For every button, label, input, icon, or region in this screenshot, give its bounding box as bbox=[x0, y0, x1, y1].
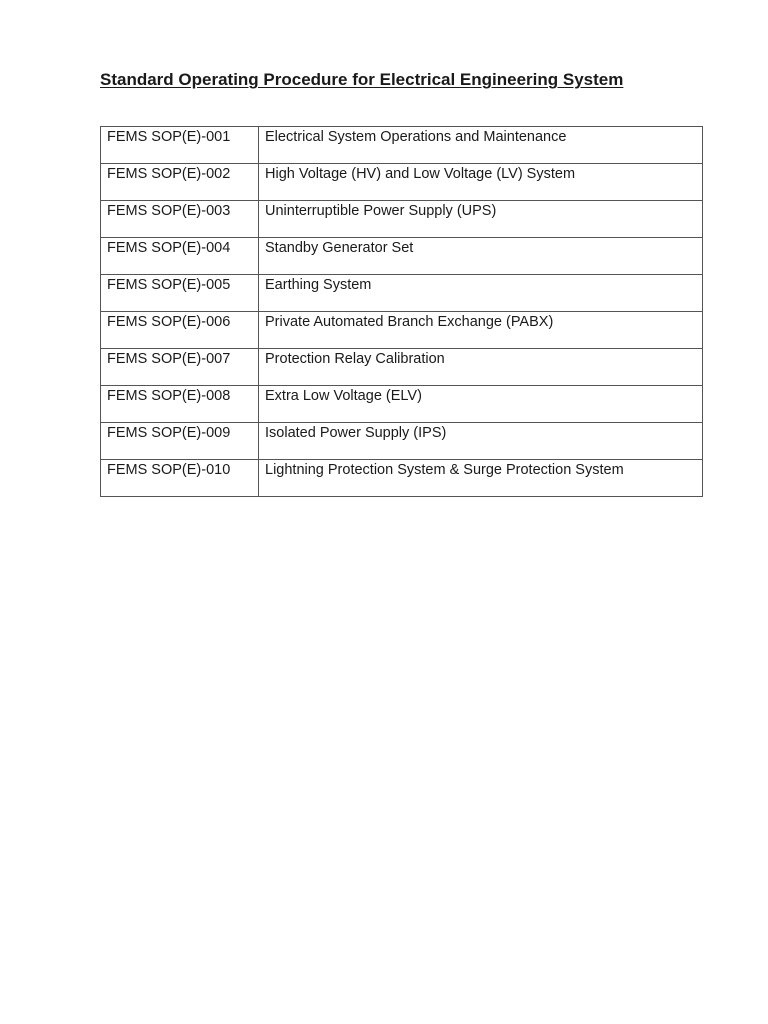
table-row bbox=[101, 423, 703, 460]
sop-code-cell bbox=[101, 238, 259, 275]
sop-code: FEMS SOP(E)-007 bbox=[107, 351, 231, 367]
sop-description: Lightning Protection System & Surge Protection System bbox=[265, 462, 624, 478]
sop-description-cell bbox=[259, 312, 703, 349]
sop-description-cell bbox=[259, 460, 703, 497]
table-row bbox=[101, 127, 703, 164]
sop-code: FEMS SOP(E)-001 bbox=[107, 129, 231, 145]
sop-code-cell bbox=[101, 275, 259, 312]
sop-description: High Voltage (HV) and Low Voltage (LV) System bbox=[265, 166, 576, 182]
sop-description: Protection Relay Calibration bbox=[265, 351, 445, 367]
table-row bbox=[101, 312, 703, 349]
sop-code: FEMS SOP(E)-003 bbox=[107, 203, 231, 219]
sop-description: Earthing System bbox=[265, 277, 372, 293]
sop-code-cell bbox=[101, 386, 259, 423]
sop-code-cell bbox=[101, 164, 259, 201]
sop-code-cell bbox=[101, 349, 259, 386]
sop-code-cell bbox=[101, 127, 259, 164]
sop-code: FEMS SOP(E)-008 bbox=[107, 388, 231, 404]
sop-description: Isolated Power Supply (IPS) bbox=[265, 425, 447, 441]
sop-description-cell bbox=[259, 238, 703, 275]
sop-description: Private Automated Branch Exchange (PABX) bbox=[265, 314, 554, 330]
table-row bbox=[101, 201, 703, 238]
sop-code-cell bbox=[101, 312, 259, 349]
sop-description: Standby Generator Set bbox=[265, 240, 414, 256]
sop-code: FEMS SOP(E)-004 bbox=[107, 240, 231, 256]
sop-description-cell bbox=[259, 275, 703, 312]
table-row bbox=[101, 460, 703, 497]
sop-code: FEMS SOP(E)-009 bbox=[107, 425, 231, 441]
table-row bbox=[101, 386, 703, 423]
sop-description-cell bbox=[259, 201, 703, 238]
sop-code: FEMS SOP(E)-002 bbox=[107, 166, 231, 182]
sop-table bbox=[100, 126, 703, 497]
sop-description-cell bbox=[259, 164, 703, 201]
sop-description-cell bbox=[259, 423, 703, 460]
sop-description: Electrical System Operations and Maintenance bbox=[265, 129, 567, 145]
table-row bbox=[101, 275, 703, 312]
sop-description: Extra Low Voltage (ELV) bbox=[265, 388, 422, 404]
table-row bbox=[101, 349, 703, 386]
sop-description-cell bbox=[259, 386, 703, 423]
table-row bbox=[101, 238, 703, 275]
sop-description: Uninterruptible Power Supply (UPS) bbox=[265, 203, 497, 219]
sop-code: FEMS SOP(E)-005 bbox=[107, 277, 231, 293]
table-row bbox=[101, 164, 703, 201]
sop-description-cell bbox=[259, 127, 703, 164]
document-title: Standard Operating Procedure for Electrical Engineering System bbox=[100, 70, 624, 89]
sop-code: FEMS SOP(E)-010 bbox=[107, 462, 231, 478]
sop-code: FEMS SOP(E)-006 bbox=[107, 314, 231, 330]
sop-code-cell bbox=[101, 423, 259, 460]
sop-code-cell bbox=[101, 460, 259, 497]
sop-code-cell bbox=[101, 201, 259, 238]
sop-description-cell bbox=[259, 349, 703, 386]
